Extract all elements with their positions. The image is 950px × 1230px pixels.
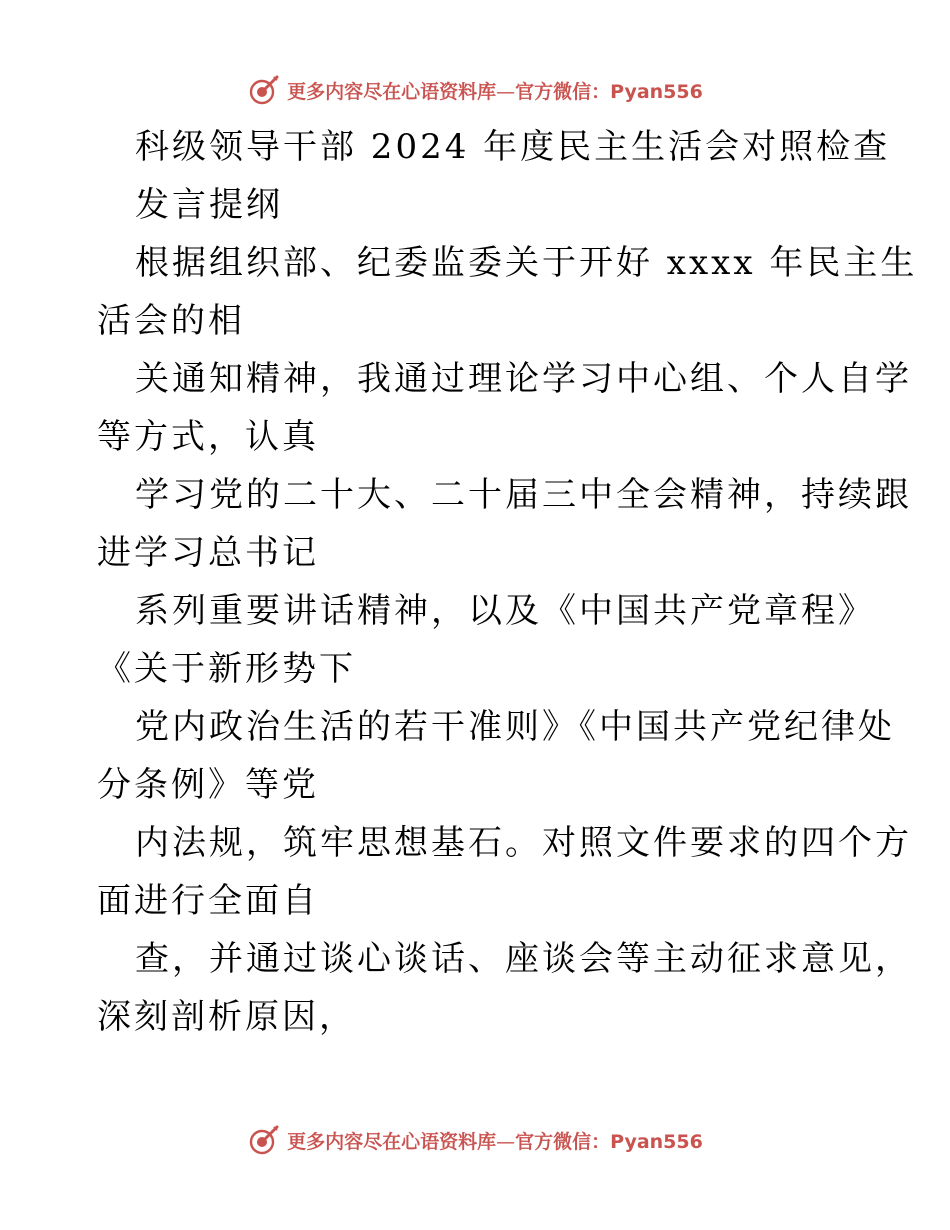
paragraph-line: 内法规，筑牢思想基石。对照文件要求的四个方: [135, 823, 912, 863]
paragraph-line: 查，并通过谈心谈话、座谈会等主动征求意见，: [135, 939, 912, 979]
watermark-text: [287, 1127, 703, 1154]
paragraph-line: 面进行全面自: [97, 881, 319, 921]
pen-logo-icon: [247, 1123, 281, 1157]
watermark-wechat: 官方微信：Pyan556: [515, 1130, 703, 1153]
paragraph-line: 关通知精神，我通过理论学习中心组、个人自学: [135, 359, 912, 399]
watermark-text: [287, 77, 703, 104]
document-title-line-2: 发言提纲: [135, 185, 283, 225]
watermark-main: 更多内容尽在心语资料库: [287, 1130, 497, 1153]
watermark-wechat: 官方微信：Pyan556: [515, 80, 703, 103]
paragraph-line: 深刻剖析原因，: [97, 997, 356, 1037]
paragraph-line: 等方式，认真: [97, 417, 319, 457]
footer-watermark: [0, 1120, 950, 1160]
paragraph-line: 根据组织部、纪委监委关于开好 xxxx 年民主生: [135, 243, 918, 283]
watermark-separator: —: [496, 1130, 516, 1153]
paragraph-line: 系列重要讲话精神，以及《中国共产党章程》: [135, 591, 875, 631]
paragraph-line: 学习党的二十大、二十届三中全会精神，持续跟: [135, 475, 912, 515]
watermark-separator: —: [496, 80, 516, 103]
paragraph-line: 进学习总书记: [97, 533, 319, 573]
document-title-line-1: 科级领导干部 2024 年度民主生活会对照检查: [135, 127, 891, 167]
watermark-main: 更多内容尽在心语资料库: [287, 80, 497, 103]
paragraph-line: 《关于新形势下: [97, 649, 356, 689]
paragraph-line: 活会的相: [97, 301, 245, 341]
paragraph-line: 党内政治生活的若干准则》《中国共产党纪律处: [135, 707, 895, 747]
header-watermark: [0, 70, 950, 110]
paragraph-line: 分条例》等党: [97, 765, 319, 805]
pen-logo-icon: [247, 73, 281, 107]
